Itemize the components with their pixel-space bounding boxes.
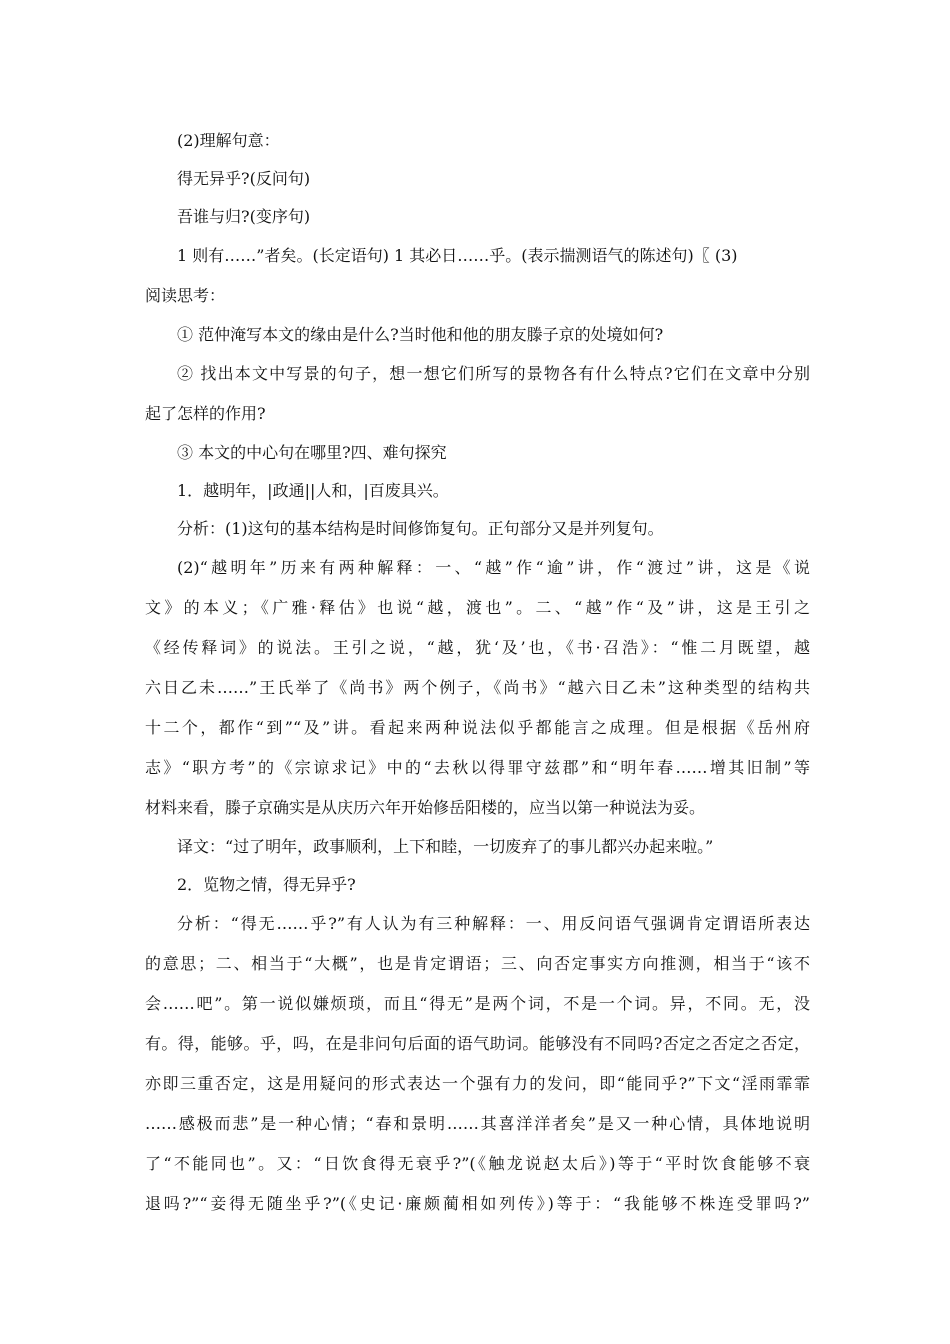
text-line: 1．越明年，|政通||人和，|百废具兴。 <box>177 481 449 500</box>
text-line: 得无异乎?(反问句) <box>177 169 311 188</box>
text-line: (2)“越明年”历来有两种解释：一、“越”作“逾”讲，作“渡过”讲，这是《说 <box>177 558 810 577</box>
text-line: ……感极而悲”是一种心情；“春和景明……其喜洋洋者矣”是又一种心情，具体地说明 <box>145 1114 810 1133</box>
text-line: 退吗?”“妾得无随坐乎?”(《史记·廉颇蔺相如列传》)等于：“我能够不株连受罪吗?” <box>145 1194 810 1213</box>
text-line: ② 找出本文中写景的句子，想一想它们所写的景物各有什么特点?它们在文章中分别 <box>177 364 810 383</box>
text-line: 阅读思考： <box>145 286 226 305</box>
text-line: 起了怎样的作用? <box>145 404 266 423</box>
text-line: ① 范仲淹写本文的缘由是什么?当时他和他的朋友滕子京的处境如何? <box>177 325 664 344</box>
text-line: 《经传释词》的说法。王引之说，“越，犹‘及’也，《书·召浩》：“惟二月既望，越 <box>145 638 810 657</box>
text-line: 2．览物之情，得无异乎? <box>177 875 356 894</box>
text-line: 文》的本义；《广雅·释估》也说“越，渡也”。二、“越”作“及”讲，这是王引之 <box>145 598 810 617</box>
text-line: 会……吧”。第一说似嫌烦琐，而且“得无”是两个词，不是一个词。异，不同。无，没 <box>145 994 810 1013</box>
text-line: 了“不能同也”。又：“日饮食得无衰乎?”(《触龙说赵太后》)等于“平时饮食能够不衰 <box>145 1154 810 1173</box>
text-line: 的意思；二、相当于“大概”，也是肯定谓语；三、向否定事实方向推测，相当于“该不 <box>145 954 810 973</box>
text-line: 译文：“过了明年，政事顺利，上下和睦，一切废弃了的事儿都兴办起来啦。” <box>177 837 714 856</box>
text-line: 1 则有……”者矣。(长定语句) 1 其必日……乎。(表示揣测语气的陈述句)〖 (3) <box>177 246 738 265</box>
text-line: 分析：(1)这句的基本结构是时间修饰复句。正句部分又是并列复句。 <box>177 519 664 538</box>
text-line: 分析：“得无……乎?”有人认为有三种解释：一、用反问语气强调肯定谓语所表达 <box>177 914 810 933</box>
document-page <box>145 122 810 1224</box>
text-line: 吾谁与归?(变序句) <box>177 207 311 226</box>
text-line: 六日乙未……”王氏举了《尚书》两个例子，《尚书》“越六日乙未”这种类型的结构共 <box>145 678 810 697</box>
text-line: 亦即三重否定，这是用疑问的形式表达一个强有力的发问，即“能同乎?”下文“淫雨霏霏 <box>145 1074 810 1093</box>
text-line: 志》“职方考”的《宗谅求记》中的“去秋以得罪守兹郡”和“明年春……增其旧制”等 <box>145 758 810 777</box>
text-line: 十二个，都作“到”“及”讲。看起来两种说法似乎都能言之成理。但是根据《岳州府 <box>145 718 810 737</box>
text-line: ③ 本文的中心句在哪里?四、难句探究 <box>177 443 447 462</box>
text-line: 有。得，能够。乎，吗，在是非问句后面的语气助词。能够没有不同吗?否定之否定之否定， <box>145 1034 810 1053</box>
text-line: (2)理解句意： <box>177 131 280 150</box>
text-line: 材料来看，滕子京确实是从庆历六年开始修岳阳楼的，应当以第一种说法为妥。 <box>145 798 706 817</box>
